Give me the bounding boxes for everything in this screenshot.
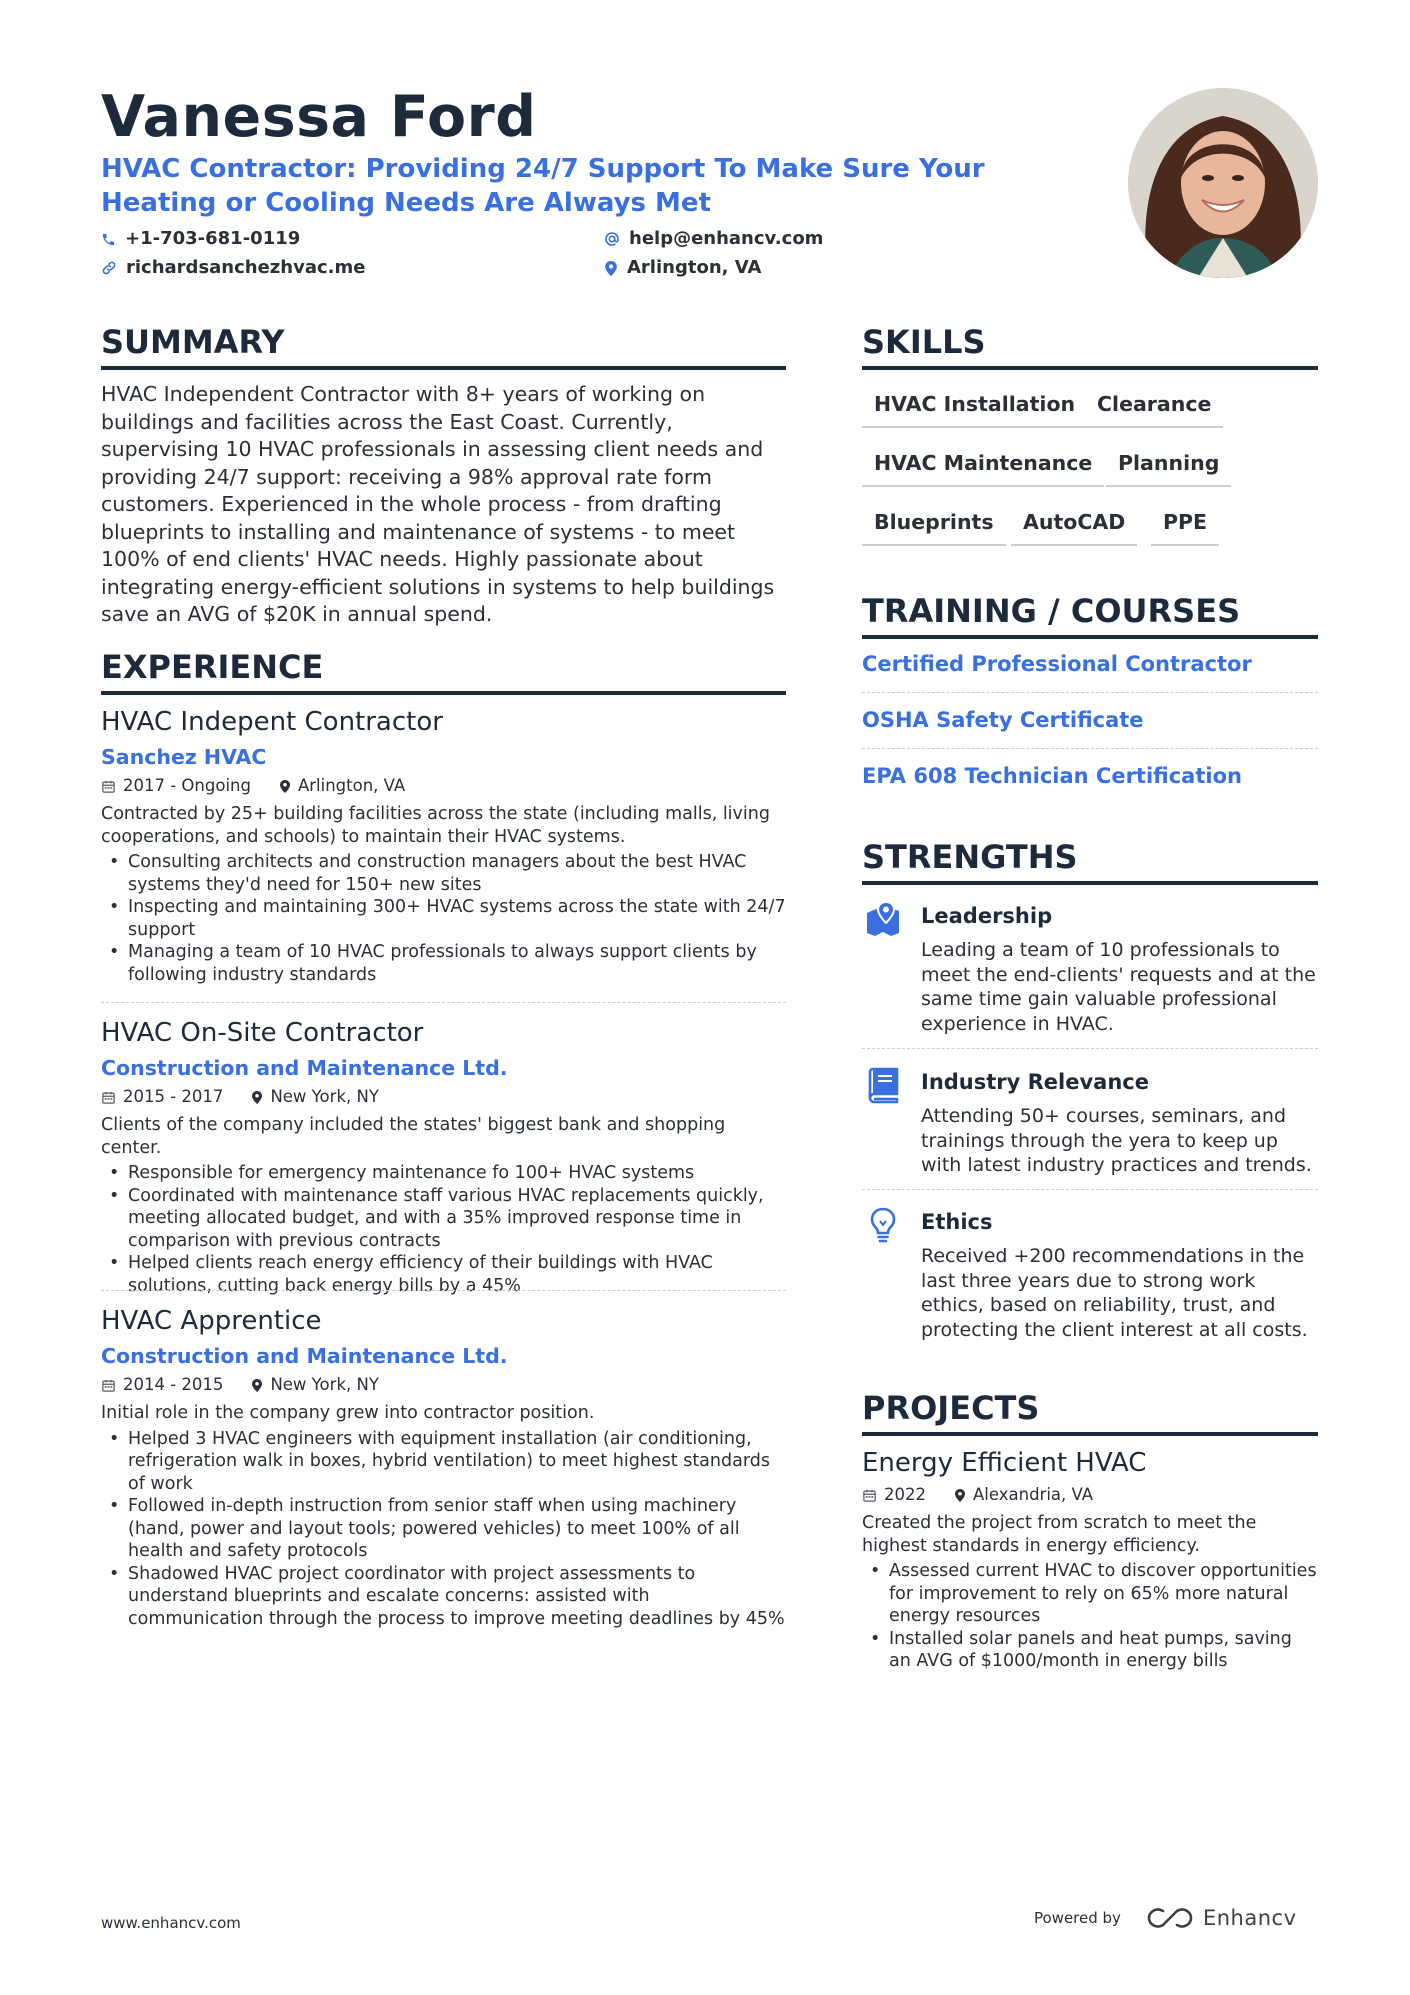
summary-heading: SUMMARY [101,322,786,370]
calendar-icon [101,1090,116,1105]
location-pin-icon [604,260,618,277]
divider [101,1290,786,1291]
strength-title: Ethics [921,1210,993,1234]
job-bullets [101,1428,786,1631]
job-bullet: • Followed in-depth instruction from senior staff when using machinery (hand, power and layout tools; powered vehicles) to meet 100% of all health and safety protocols [101,1495,786,1563]
job-company: Construction and Maintenance Ltd. [101,1056,508,1080]
skill-tag: Clearance [1085,390,1223,428]
skill-tag: Planning [1106,449,1231,487]
footer-branding [1034,1906,1297,1930]
strength-description: Leading a team of 10 professionals to meet the end-clients' requests and at the same time gain valuable professional experience in HVAC. [921,939,1316,1035]
course-item: EPA 608 Technician Certification [862,764,1242,788]
experience-heading: EXPERIENCE [101,647,786,695]
job-bullet: • Shadowed HVAC project coordinator with project assessments to understand blueprints and escalate concerns: assisted with communication through the process to improve meeting deadlines by 45% [101,1563,786,1631]
strengths-heading: STRENGTHS [862,837,1318,885]
powered-by-label: Powered by [1034,1909,1121,1927]
job-title: HVAC Indepent Contractor [101,707,443,737]
footer-website[interactable]: www.enhancv.com [101,1914,241,1932]
job-entry [101,1305,786,1630]
job-bullets [101,1162,786,1297]
job-description: Clients of the company included the states' biggest bank and shopping center. [101,1115,726,1158]
divider [101,1002,786,1003]
project-bullets [862,1560,1318,1673]
link-icon [101,260,117,276]
training-heading: TRAINING / COURSES [862,591,1318,639]
location-pin-icon [251,1090,263,1105]
job-bullet: • Inspecting and maintaining 300+ HVAC systems across the state with 24/7 support [101,896,786,941]
divider [862,1189,1318,1190]
location-text: Arlington, VA [627,257,762,278]
project-bullet: • Assessed current HVAC to discover opportunities for improvement to rely on 65% more natural energy resources [862,1560,1318,1628]
job-entry [101,1017,786,1297]
email-text: help@enhancv.com [629,228,824,249]
profile-photo [1128,88,1318,278]
job-bullet: • Helped clients reach energy efficiency of their buildings with HVAC solutions, cutting back energy bills by a 45% [101,1252,786,1297]
book-icon [864,1066,902,1104]
divider [862,1048,1318,1049]
strength-title: Industry Relevance [921,1070,1149,1094]
job-location: New York, NY [270,1087,379,1106]
job-description: Initial role in the company grew into contractor position. [101,1403,595,1423]
job-title: HVAC On-Site Contractor [101,1018,424,1048]
project-title: Energy Efficient HVAC [862,1448,1147,1478]
website-contact[interactable] [101,257,365,279]
skills-heading: SKILLS [862,322,1318,370]
calendar-icon [862,1488,877,1503]
calendar-icon [101,1378,116,1393]
headline: HVAC Contractor: Providing 24/7 Support To Make Sure Your Heating or Cooling Needs Are Always Met [101,154,985,218]
job-meta [101,1374,786,1396]
skill-tag: HVAC Installation [862,390,1087,428]
phone-contact[interactable] [101,228,300,250]
divider [862,748,1318,749]
strength-title: Leadership [921,904,1053,928]
calendar-icon [101,779,116,794]
job-entry [101,706,786,986]
project-description: Created the project from scratch to meet the highest standards in energy efficiency. [862,1513,1257,1556]
summary-text: HVAC Independent Contractor with 8+ years of working on buildings and facilities across the East Coast. Currently, supervising 10 HVAC professionals in assessing client needs and providing 24/7 support: receiving a 98% approval rate form customers. Experienced in the whole process - from drafting blueprints to installing and maintenance of systems - to meet 100% of end clients' HVAC needs. Highly passionate about integrating energy-efficient solutions in systems to help buildings save an AVG of $20K in annual spend. [101,382,775,626]
job-title: HVAC Apprentice [101,1306,322,1336]
job-bullet: • Helped 3 HVAC engineers with equipment installation (air conditioning, refrigeration walk in boxes, hybrid ventilation) to meet highest standards of work [101,1428,786,1496]
project-entry [862,1447,1318,1673]
website-text: richardsanchezhvac.me [126,257,366,278]
project-meta [862,1484,1318,1506]
job-bullet: • Managing a team of 10 HVAC professionals to always support clients by following industry standards [101,941,786,986]
project-bullet: • Installed solar panels and heat pumps, saving an AVG of $1000/month in energy bills [862,1628,1318,1673]
job-company: Sanchez HVAC [101,745,267,769]
job-meta [101,775,786,797]
job-bullet: • Consulting architects and construction managers about the best HVAC systems they'd need for 150+ new sites [101,851,786,896]
job-dates: 2014 - 2015 [123,1375,224,1394]
brand-logo[interactable] [1147,1906,1297,1930]
job-bullet: • Responsible for emergency maintenance fo 100+ HVAC systems [101,1162,786,1185]
job-bullet: • Coordinated with maintenance staff various HVAC replacements quickly, meeting allocated budget, and with a 35% improved response time in comparison with previous contracts [101,1185,786,1253]
job-dates: 2015 - 2017 [123,1087,224,1106]
projects-heading: PROJECTS [862,1388,1318,1436]
at-icon [604,231,620,247]
enhancv-logo-icon [1147,1906,1193,1930]
strength-description: Received +200 recommendations in the last three years due to strong work ethics, based on reliability, trust, and protecting the client interest at all costs. [921,1245,1308,1341]
location-contact [604,257,761,279]
skill-tag: Blueprints [862,508,1006,546]
job-bullets [101,851,786,986]
job-dates: 2017 - Ongoing [123,776,251,795]
skill-tag: AutoCAD [1011,508,1137,546]
candidate-name: Vanessa Ford [101,84,537,150]
phone-icon [101,232,116,247]
location-pin-icon [279,779,291,794]
lightbulb-icon [864,1206,902,1244]
location-pin-icon [251,1378,263,1393]
location-pin-icon [954,1488,966,1503]
divider [862,692,1318,693]
job-meta [101,1086,786,1108]
map-icon [864,900,902,938]
email-contact[interactable] [604,228,823,250]
skill-tag: HVAC Maintenance [862,449,1104,487]
course-item: Certified Professional Contractor [862,652,1252,676]
job-location: Arlington, VA [297,776,406,795]
job-company: Construction and Maintenance Ltd. [101,1344,508,1368]
course-item: OSHA Safety Certificate [862,708,1144,732]
phone-text: +1-703-681-0119 [125,228,301,249]
project-location: Alexandria, VA [973,1485,1094,1504]
project-date: 2022 [884,1485,926,1504]
job-description: Contracted by 25+ building facilities across the state (including malls, living cooperations, and schools) to maintain their HVAC systems. [101,804,770,847]
brand-name: Enhancv [1202,1906,1297,1930]
job-location: New York, NY [270,1375,379,1394]
strength-description: Attending 50+ courses, seminars, and trainings through the yera to keep up with latest industry practices and trends. [921,1105,1312,1176]
skill-tag: PPE [1151,508,1219,546]
